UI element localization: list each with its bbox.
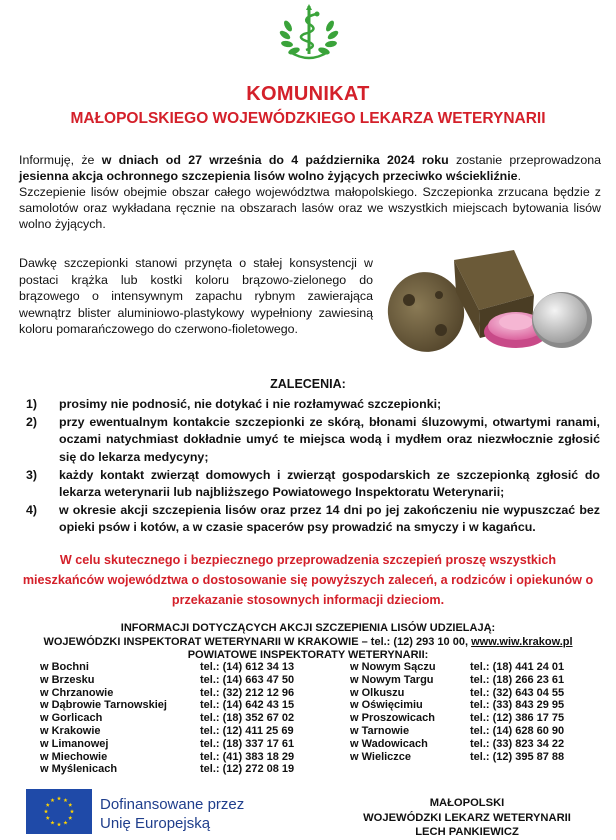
list-item: 4) w okresie akcji szczepienia lisów oraz przez 14 dni po jej zakończeniu nie wypuszczać bez opieki psów i kotów, a w czasie spacerów psy prowadzić na smyczy i w kagańcu. <box>26 503 600 535</box>
table-row: w Gorlicach tel.: (18) 352 67 02 <box>40 712 295 725</box>
signature-block: MAŁOPOLSKI WOJEWÓDZKI LEKARZ WETERYNARII LECH PANKIEWICZ <box>363 797 571 838</box>
table-row: w Krakowie tel.: (12) 411 25 69 <box>40 724 294 737</box>
table-row: w Wieliczce tel.: (12) 395 87 88 <box>350 750 565 763</box>
page-title: KOMUNIKAT <box>246 83 370 105</box>
recommendations-heading: ZALECENIA: <box>270 377 346 391</box>
table-row: w Dąbrowie Tarnowskiej tel.: (14) 642 43 15 <box>40 699 295 712</box>
table-row: w Limanowej tel.: (18) 337 17 61 <box>40 737 295 750</box>
page-subtitle: MAŁOPOLSKIEGO WOJEWÓDZKIEGO LEKARZA WETERYNARII <box>70 110 546 127</box>
table-row: w Oświęcimiu tel.: (33) 843 29 95 <box>350 699 565 712</box>
eu-funding-text: Dofinansowane przez Unię Europejską <box>100 796 245 832</box>
table-row: w Wadowicach tel.: (33) 823 34 22 <box>350 737 565 750</box>
appeal-paragraph: W celu skutecznego i bezpiecznego przeprowadzenia szczepień proszę wszystkich mieszkańców województwa o dostosowanie się powyższych zaleceń, a rodziców i opiekunów o przekazanie stosownych informacji dzieciom. <box>22 553 594 607</box>
list-item: 2) przy ewentualnym kontakcie szczepionki ze skórą, błonami śluzowymi, otwartymi ranami, oczami natychmiast dokładnie umyć te miejsca wodą i mydłem oraz niezwłocznie zgłosić się do lekarza medycyny; <box>26 415 600 464</box>
contacts-left-column <box>40 661 320 776</box>
recommendations-list <box>26 396 600 538</box>
vaccine-bait-image <box>384 240 596 358</box>
intro-paragraph-1: Informuję, że w dniach od 27 września do 4 października 2024 roku zostanie przeprowadzona jesienna akcja ochronnego szczepienia lisów wolno żyjących przeciwko wściekliźnie. <box>19 153 601 183</box>
table-row: w Myślenicach tel.: (12) 272 08 19 <box>40 763 295 776</box>
website-link[interactable]: www.wiw.krakow.pl <box>471 635 573 648</box>
list-item: 3) każdy kontakt zwierząt domowych i zwierząt gospodarskich ze szczepionką zgłosić do lekarza weterynarii lub najbliższego Powiatowego Inspektoratu Weterynarii; <box>26 467 600 500</box>
table-row: w Brzesku tel.: (14) 663 47 50 <box>40 673 295 686</box>
veterinary-logo <box>276 2 342 60</box>
table-row: w Miechowie tel.: (41) 383 18 29 <box>40 750 295 763</box>
intro-paragraph-2: Szczepienie lisów obejmie obszar całego województwa małopolskiego. Szczepionka zrzucana będzie z samolotów oraz wykładana ręcznie na obszarach lasów oraz we wszystkich miejscach bytowania lisów wolno żyjących. <box>19 185 601 231</box>
contact-info-header: INFORMACJI DOTYCZĄCYCH AKCJI SZCZEPIENIA LISÓW UDZIELAJĄ: WOJEWÓDZKI INSPEKTORAT WETERYNARII W KRAKOWIE – tel.: (12) 293 10 00, www.wiw.krakow.pl POWIATOWE INSPEKTORATY WETERYNARII: <box>43 622 573 661</box>
table-row: w Nowym Targu tel.: (18) 266 23 61 <box>350 673 565 686</box>
eu-flag-icon <box>26 789 92 834</box>
table-row: w Bochni tel.: (14) 612 34 13 <box>40 661 295 673</box>
vaccine-description: Dawkę szczepionki stanowi przynęta o stałej konsystencji w postaci krążka lub kostki koloru brązowo-zielonego do brązowego o intensywnym zapachu rybnym zawierająca wewnątrz blister aluminiowo-plastykowy wypełniony zawiesiną koloru pomarańczowego do czerwono-fioletowego. <box>19 256 373 336</box>
list-item: 1) prosimy nie podnosić, nie dotykać i nie rozłamywać szczepionki; <box>26 397 442 411</box>
table-row: w Nowym Sączu tel.: (18) 441 24 01 <box>350 661 565 673</box>
table-row: w Olkuszu tel.: (32) 643 04 55 <box>350 686 565 699</box>
table-row: w Proszowicach tel.: (12) 386 17 75 <box>350 712 565 725</box>
contacts-right-column <box>350 661 590 763</box>
table-row: w Tarnowie tel.: (14) 628 60 90 <box>350 724 565 737</box>
table-row: w Chrzanowie tel.: (32) 212 12 96 <box>40 686 295 699</box>
